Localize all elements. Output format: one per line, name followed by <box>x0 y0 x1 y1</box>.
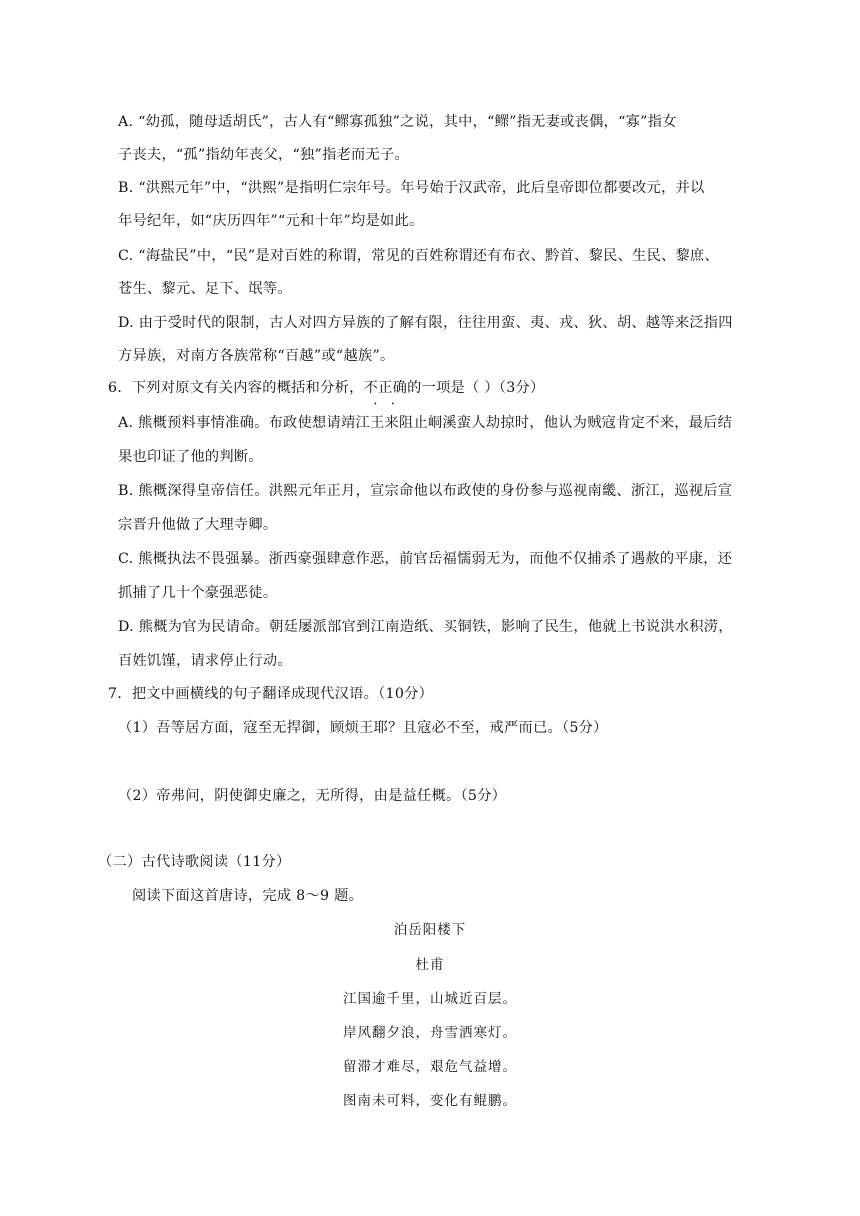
section-heading: （二）古代诗歌阅读（11分） <box>98 854 291 870</box>
q6-stem-emphasis: 不正确 • • <box>364 380 407 396</box>
q5-option-c-line1: C. “海盐民”中，“民”是对百姓的称谓，常见的百姓称谓还有布衣、黔首、黎民、生民、黎庶、 <box>118 248 720 264</box>
poem-title: 泊岳阳楼下 <box>393 922 467 938</box>
q6-option-a-line1: A. 熊概预料事情准确。布政使想请靖江王来阻止峒溪蛮人劫掠时，他认为贼寇肯定不来，最后结 <box>118 415 733 431</box>
poem-line: 留滞才难尽，艰危气益增。 <box>343 1059 517 1075</box>
q5-option-d-line2: 方异族，对南方各族常称“百越”或“越族”。 <box>118 348 395 364</box>
q6-option-d-line1: D. 熊概为官为民请命。朝廷屡派部官到江南造纸、买铜铁，影响了民生，他就上书说洪水积涝， <box>118 619 733 635</box>
q6-stem-pre: 6．下列对原文有关内容的概括和分析， <box>108 380 364 396</box>
q7-stem: 7．把文中画横线的句子翻译成现代汉语。（10分） <box>108 686 434 702</box>
q5-option-a-line2: 子丧夫，“孤”指幼年丧父，“独”指老而无子。 <box>118 147 409 163</box>
q6-stem-post: 的一项是（ ）（3分） <box>407 380 545 396</box>
q6-option-c-line2: 抓捕了几十个豪强恶徒。 <box>118 585 278 601</box>
q6-option-b-line1: B. 熊概深得皇帝信任。洪熙元年正月，宣宗命他以布政使的身份参与巡视南畿、浙江，巡视后宣 <box>118 483 733 499</box>
q7-sentence-2: （2）帝弗问，阴使御史廉之，无所得，由是益任概。（5分） <box>118 788 507 804</box>
q5-option-a-line1: A. “幼孤，随母适胡氏”，古人有“鳏寡孤独”之说，其中，“鳏”指无妻或丧偶，“寡”指女 <box>118 114 677 130</box>
q7-sentence-1: （1）吾等居方面，寇至无捍御，顾烦王耶？且寇必不至，戒严而已。（5分） <box>118 720 608 736</box>
q6-option-a-line2: 果也印证了他的判断。 <box>118 449 263 465</box>
section-intro: 阅读下面这首唐诗，完成 8～9 题。 <box>132 888 364 904</box>
poem-line: 图南未可料，变化有鲲鹏。 <box>343 1093 517 1109</box>
poem-line: 江国逾千里，山城近百层。 <box>343 991 517 1007</box>
q6-option-d-line2: 百姓饥馑，请求停止行动。 <box>118 653 292 669</box>
poem-line: 岸风翻夕浪，舟雪洒寒灯。 <box>343 1025 517 1041</box>
q5-option-d-line1: D. 由于受时代的限制，古人对四方异族的了解有限，往往用蛮、夷、戎、狄、胡、越等来泛指四 <box>118 315 733 331</box>
q6-stem <box>108 378 545 398</box>
q5-option-b-line1: B. “洪熙元年”中，“洪熙”是指明仁宗年号。年号始于汉武帝，此后皇帝即位都要改元，并以 <box>118 180 705 196</box>
q6-option-c-line1: C. 熊概执法不畏强暴。浙西豪强肆意作恶，前官岳福懦弱无为，而他不仅捕杀了遇赦的平康，还 <box>118 551 733 567</box>
q5-option-c-line2: 苍生、黎元、足下、氓等。 <box>118 281 292 297</box>
q5-option-b-line2: 年号纪年，如“庆历四年”“元和十年”均是如此。 <box>118 213 424 229</box>
poem-author: 杜甫 <box>415 957 445 973</box>
q6-option-b-line2: 宗晋升他做了大理寺卿。 <box>118 517 278 533</box>
